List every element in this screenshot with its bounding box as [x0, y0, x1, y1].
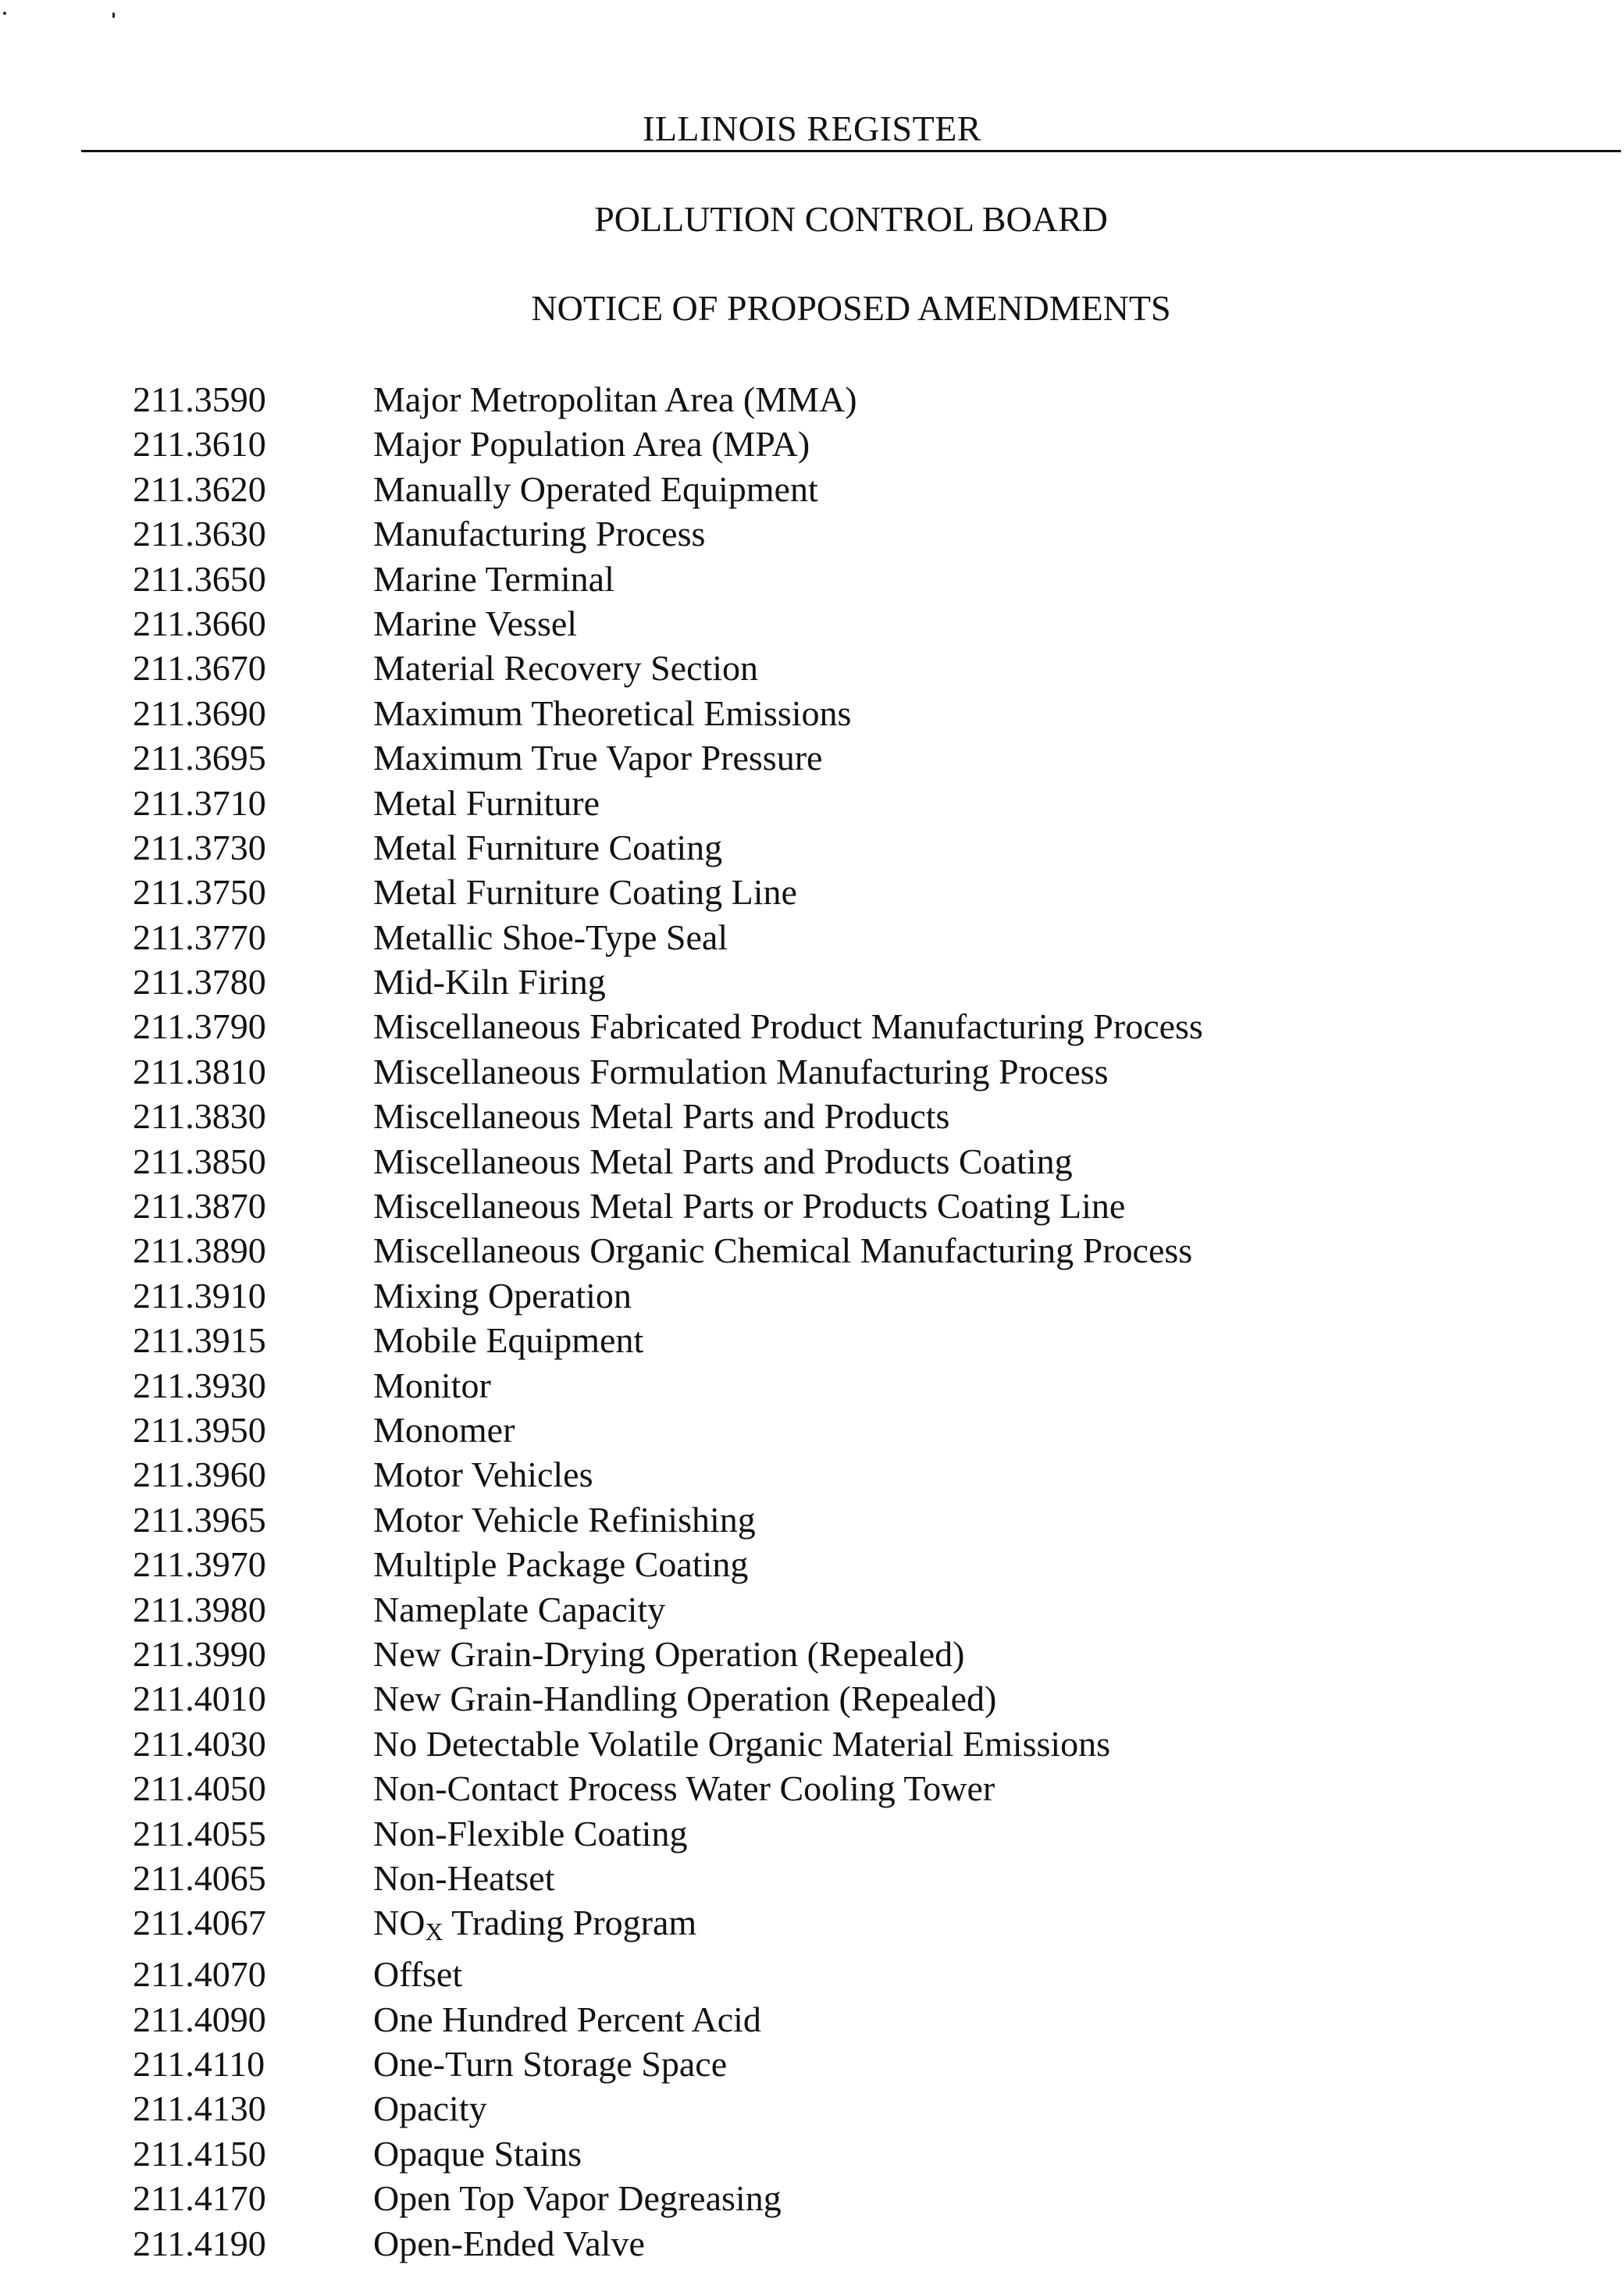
section-title: Non-Contact Process Water Cooling Tower [373, 1768, 995, 1809]
section-number: 211.3850 [133, 1141, 266, 1181]
section-title: One Hundred Percent Acid [373, 1999, 761, 2039]
section-title: Manufacturing Process [373, 514, 706, 554]
section-title: Major Metropolitan Area (MMA) [373, 379, 857, 419]
section-row [0, 1811, 1624, 1856]
section-title: Major Population Area (MPA) [373, 424, 810, 465]
section-row [0, 691, 1624, 735]
section-number: 211.3870 [133, 1186, 266, 1227]
section-row [0, 601, 1624, 646]
section-title: Miscellaneous Metal Parts or Products Coating Line [373, 1186, 1126, 1227]
section-title: Monomer [373, 1409, 515, 1450]
section-number: 211.4050 [133, 1768, 266, 1809]
section-row [0, 1139, 1624, 1184]
section-row [0, 1184, 1624, 1228]
section-number: 211.4030 [133, 1723, 266, 1764]
board-title: POLLUTION CONTROL BOARD [594, 199, 1108, 239]
section-title: Miscellaneous Organic Chemical Manufacturing Process [373, 1230, 1193, 1271]
section-row [0, 915, 1624, 960]
section-row [0, 1632, 1624, 1676]
section-number: 211.3695 [133, 738, 266, 778]
section-title: One-Turn Storage Space [373, 2044, 728, 2085]
header-rule [81, 150, 1621, 152]
section-title: Motor Vehicles [373, 1455, 593, 1495]
section-row [0, 960, 1624, 1004]
section-number: 211.3660 [133, 603, 266, 643]
section-number: 211.3830 [133, 1096, 266, 1137]
section-number: 211.4170 [133, 2178, 266, 2219]
section-number: 211.4150 [133, 2133, 266, 2174]
register-title: ILLINOIS REGISTER [643, 109, 981, 148]
section-number: 211.3730 [133, 827, 266, 867]
section-title: Opaque Stains [373, 2133, 582, 2174]
section-number: 211.3960 [133, 1455, 266, 1495]
section-title: Monitor [373, 1365, 491, 1405]
section-row [0, 2131, 1624, 2176]
section-row [0, 2042, 1624, 2086]
section-row [0, 557, 1624, 601]
section-row [0, 511, 1624, 556]
section-number: 211.4055 [133, 1813, 266, 1853]
section-number: 211.3890 [133, 1230, 266, 1271]
section-number: 211.3630 [133, 514, 266, 554]
section-title: Mid-Kiln Firing [373, 962, 606, 1002]
section-title: Maximum True Vapor Pressure [373, 738, 823, 778]
section-number: 211.3670 [133, 648, 266, 689]
section-title: Material Recovery Section [373, 648, 759, 689]
section-title: New Grain-Drying Operation (Repealed) [373, 1633, 965, 1674]
section-row [0, 1273, 1624, 1318]
section-number: 211.4130 [133, 2088, 266, 2129]
section-row [0, 2221, 1624, 2266]
section-row [0, 1004, 1624, 1049]
section-number: 211.4067 [133, 1903, 266, 1943]
section-number: 211.3650 [133, 558, 266, 599]
section-number: 211.4070 [133, 1954, 266, 1995]
section-number: 211.3810 [133, 1051, 266, 1091]
section-row [0, 1497, 1624, 1542]
section-title: Metal Furniture Coating [373, 827, 723, 867]
section-title: Offset [373, 1954, 463, 1995]
section-row [0, 422, 1624, 466]
section-number: 211.3910 [133, 1275, 266, 1316]
notice-title: NOTICE OF PROPOSED AMENDMENTS [531, 288, 1171, 328]
section-number: 211.3930 [133, 1365, 266, 1405]
section-row [0, 377, 1624, 422]
section-title: Maximum Theoretical Emissions [373, 693, 852, 733]
section-title: Open-Ended Valve [373, 2223, 645, 2263]
section-row [0, 1318, 1624, 1362]
section-row [0, 2176, 1624, 2220]
section-row [0, 1452, 1624, 1497]
section-title-prefix: NO [373, 1903, 426, 1943]
section-row [0, 1722, 1624, 1766]
section-title: Multiple Package Coating [373, 1544, 749, 1585]
section-number: 211.3915 [133, 1320, 266, 1361]
section-row [0, 467, 1624, 511]
section-row [0, 735, 1624, 780]
section-number: 211.3980 [133, 1589, 266, 1629]
section-number: 211.3770 [133, 917, 266, 957]
section-number: 211.3790 [133, 1006, 266, 1047]
section-title: Miscellaneous Formulation Manufacturing Process [373, 1051, 1109, 1091]
section-row [0, 1049, 1624, 1094]
section-row [0, 781, 1624, 825]
section-title [373, 1900, 696, 1945]
section-number: 211.3590 [133, 379, 266, 419]
section-number: 211.3970 [133, 1544, 266, 1585]
section-title: Metal Furniture [373, 782, 600, 823]
section-title: Nameplate Capacity [373, 1589, 666, 1629]
section-title: No Detectable Volatile Organic Material Emissions [373, 1723, 1111, 1764]
section-number: 211.3990 [133, 1633, 266, 1674]
section-title: Miscellaneous Metal Parts and Products [373, 1096, 950, 1137]
section-title: Mobile Equipment [373, 1320, 644, 1361]
section-number: 211.3610 [133, 424, 266, 465]
section-title: Opacity [373, 2088, 487, 2129]
section-title: Non-Flexible Coating [373, 1813, 688, 1853]
section-list [0, 377, 1624, 2266]
section-number: 211.4190 [133, 2223, 266, 2263]
section-number: 211.3965 [133, 1499, 266, 1540]
section-row [0, 2086, 1624, 2131]
scan-speck [112, 12, 115, 18]
section-title: Manually Operated Equipment [373, 468, 818, 509]
section-number: 211.3950 [133, 1409, 266, 1450]
section-title: Marine Terminal [373, 558, 614, 599]
section-number: 211.4010 [133, 1679, 266, 1719]
section-row [0, 1900, 1624, 1952]
section-row [0, 1408, 1624, 1452]
section-title-subscript: X [425, 1917, 443, 1946]
section-title: Non-Heatset [373, 1857, 555, 1898]
section-number: 211.3710 [133, 782, 266, 823]
section-row [0, 1856, 1624, 1900]
section-row [0, 1542, 1624, 1586]
scan-speck [3, 12, 6, 15]
section-row [0, 646, 1624, 690]
section-number: 211.3690 [133, 693, 266, 733]
section-number: 211.4090 [133, 1999, 266, 2039]
section-title: Motor Vehicle Refinishing [373, 1499, 756, 1540]
section-row [0, 1228, 1624, 1273]
section-number: 211.3750 [133, 872, 266, 913]
section-row [0, 1094, 1624, 1138]
section-title: Mixing Operation [373, 1275, 632, 1316]
section-title: Metallic Shoe-Type Seal [373, 917, 728, 957]
section-title: Miscellaneous Metal Parts and Products Coating [373, 1141, 1073, 1181]
section-row [0, 1766, 1624, 1811]
section-title: Marine Vessel [373, 603, 578, 643]
section-row [0, 1587, 1624, 1632]
section-number: 211.4065 [133, 1857, 266, 1898]
section-number: 211.3780 [133, 962, 266, 1002]
section-row [0, 870, 1624, 914]
section-title: Open Top Vapor Degreasing [373, 2178, 782, 2219]
section-number: 211.4110 [133, 2044, 265, 2085]
section-row [0, 1952, 1624, 1996]
section-title: New Grain-Handling Operation (Repealed) [373, 1679, 997, 1719]
section-number: 211.3620 [133, 468, 266, 509]
section-row [0, 1676, 1624, 1721]
section-title: Miscellaneous Fabricated Product Manufacturing Process [373, 1006, 1203, 1047]
section-row [0, 1997, 1624, 2042]
section-row [0, 1363, 1624, 1408]
section-title: Metal Furniture Coating Line [373, 872, 797, 913]
section-title-suffix: Trading Program [443, 1903, 697, 1943]
section-row [0, 825, 1624, 870]
